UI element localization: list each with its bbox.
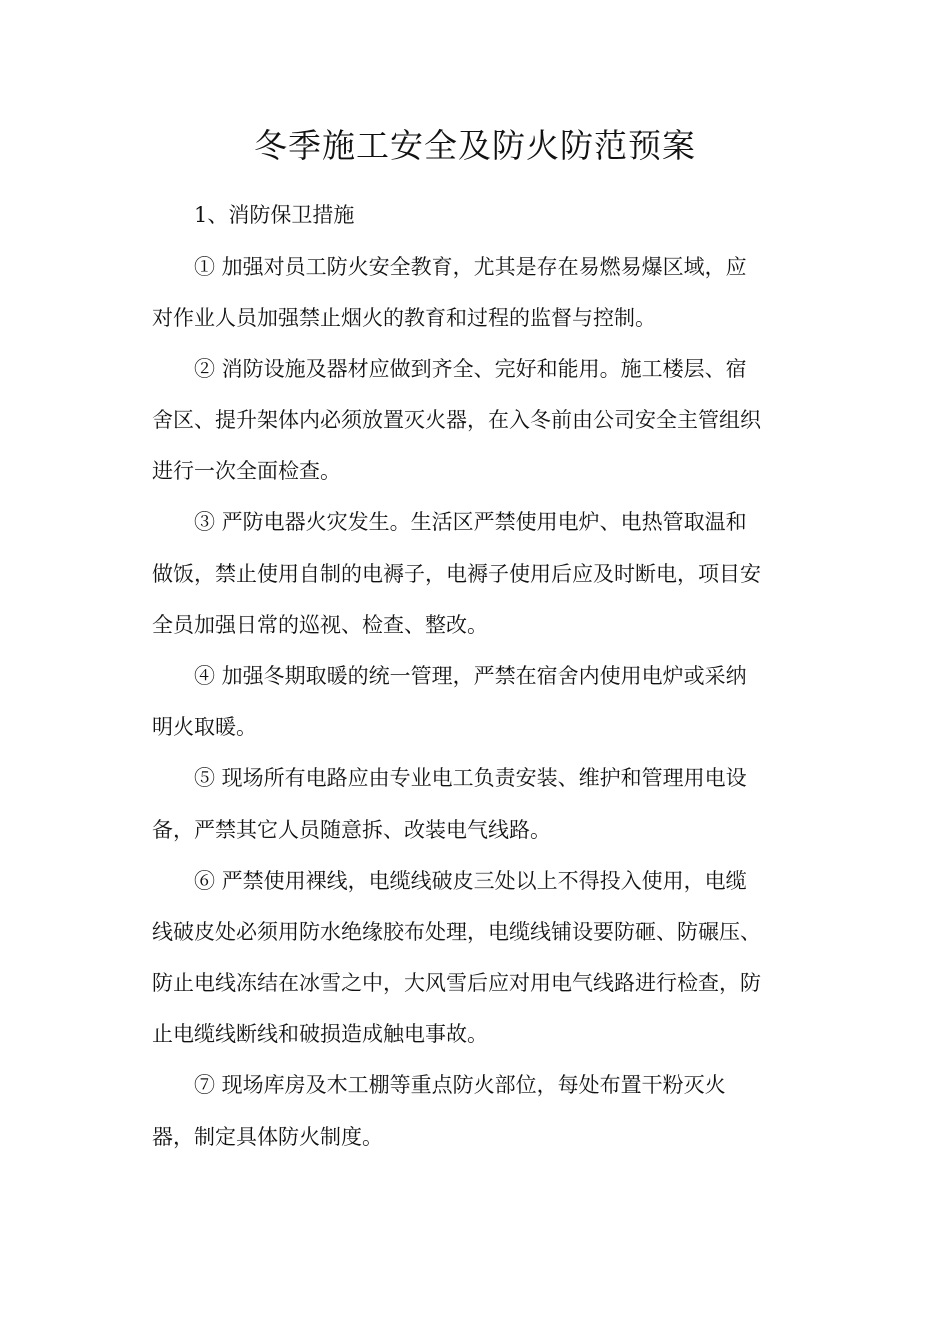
- paragraph-line: 止电缆线断线和破损造成触电事故。: [152, 1022, 488, 1046]
- paragraph-line: ⑦ 现场库房及木工棚等重点防火部位，每处布置干粉灭火: [194, 1073, 726, 1097]
- paragraph-line: 明火取暖。: [152, 715, 257, 739]
- paragraph-line: ① 加强对员工防火安全教育，尤其是存在易燃易爆区域，应: [194, 255, 747, 279]
- paragraph-line: 防止电线冻结在冰雪之中，大风雪后应对用电气线路进行检查，防: [152, 971, 761, 995]
- paragraph-line: 全员加强日常的巡视、检查、整改。: [152, 613, 488, 637]
- paragraph-line: 进行一次全面检查。: [152, 459, 341, 483]
- paragraph-line: ③ 严防电器火灾发生。生活区严禁使用电炉、电热管取温和: [194, 510, 747, 534]
- paragraph-line: 做饭，禁止使用自制的电褥子，电褥子使用后应及时断电，项目安: [152, 562, 761, 586]
- paragraph-line: 对作业人员加强禁止烟火的教育和过程的监督与控制。: [152, 306, 656, 330]
- paragraph-line: ⑤ 现场所有电路应由专业电工负责安装、维护和管理用电设: [194, 766, 747, 790]
- section-heading: 1、消防保卫措施: [194, 203, 355, 227]
- paragraph-line: 线破皮处必须用防水绝缘胶布处理，电缆线铺设要防砸、防碾压、: [152, 920, 761, 944]
- paragraph-line: ④ 加强冬期取暖的统一管理，严禁在宿舍内使用电炉或采纳: [194, 664, 747, 688]
- paragraph-line: 器，制定具体防火制度。: [152, 1125, 383, 1149]
- paragraph-line: 舍区、提升架体内必须放置灭火器，在入冬前由公司安全主管组织: [152, 408, 761, 432]
- paragraph-line: ⑥ 严禁使用裸线，电缆线破皮三处以上不得投入使用，电缆: [194, 869, 747, 893]
- paragraph-line: ② 消防设施及器材应做到齐全、完好和能用。施工楼层、宿: [194, 357, 747, 381]
- paragraph-line: 备，严禁其它人员随意拆、改装电气线路。: [152, 818, 551, 842]
- document-title: 冬季施工安全及防火防范预案: [254, 126, 696, 165]
